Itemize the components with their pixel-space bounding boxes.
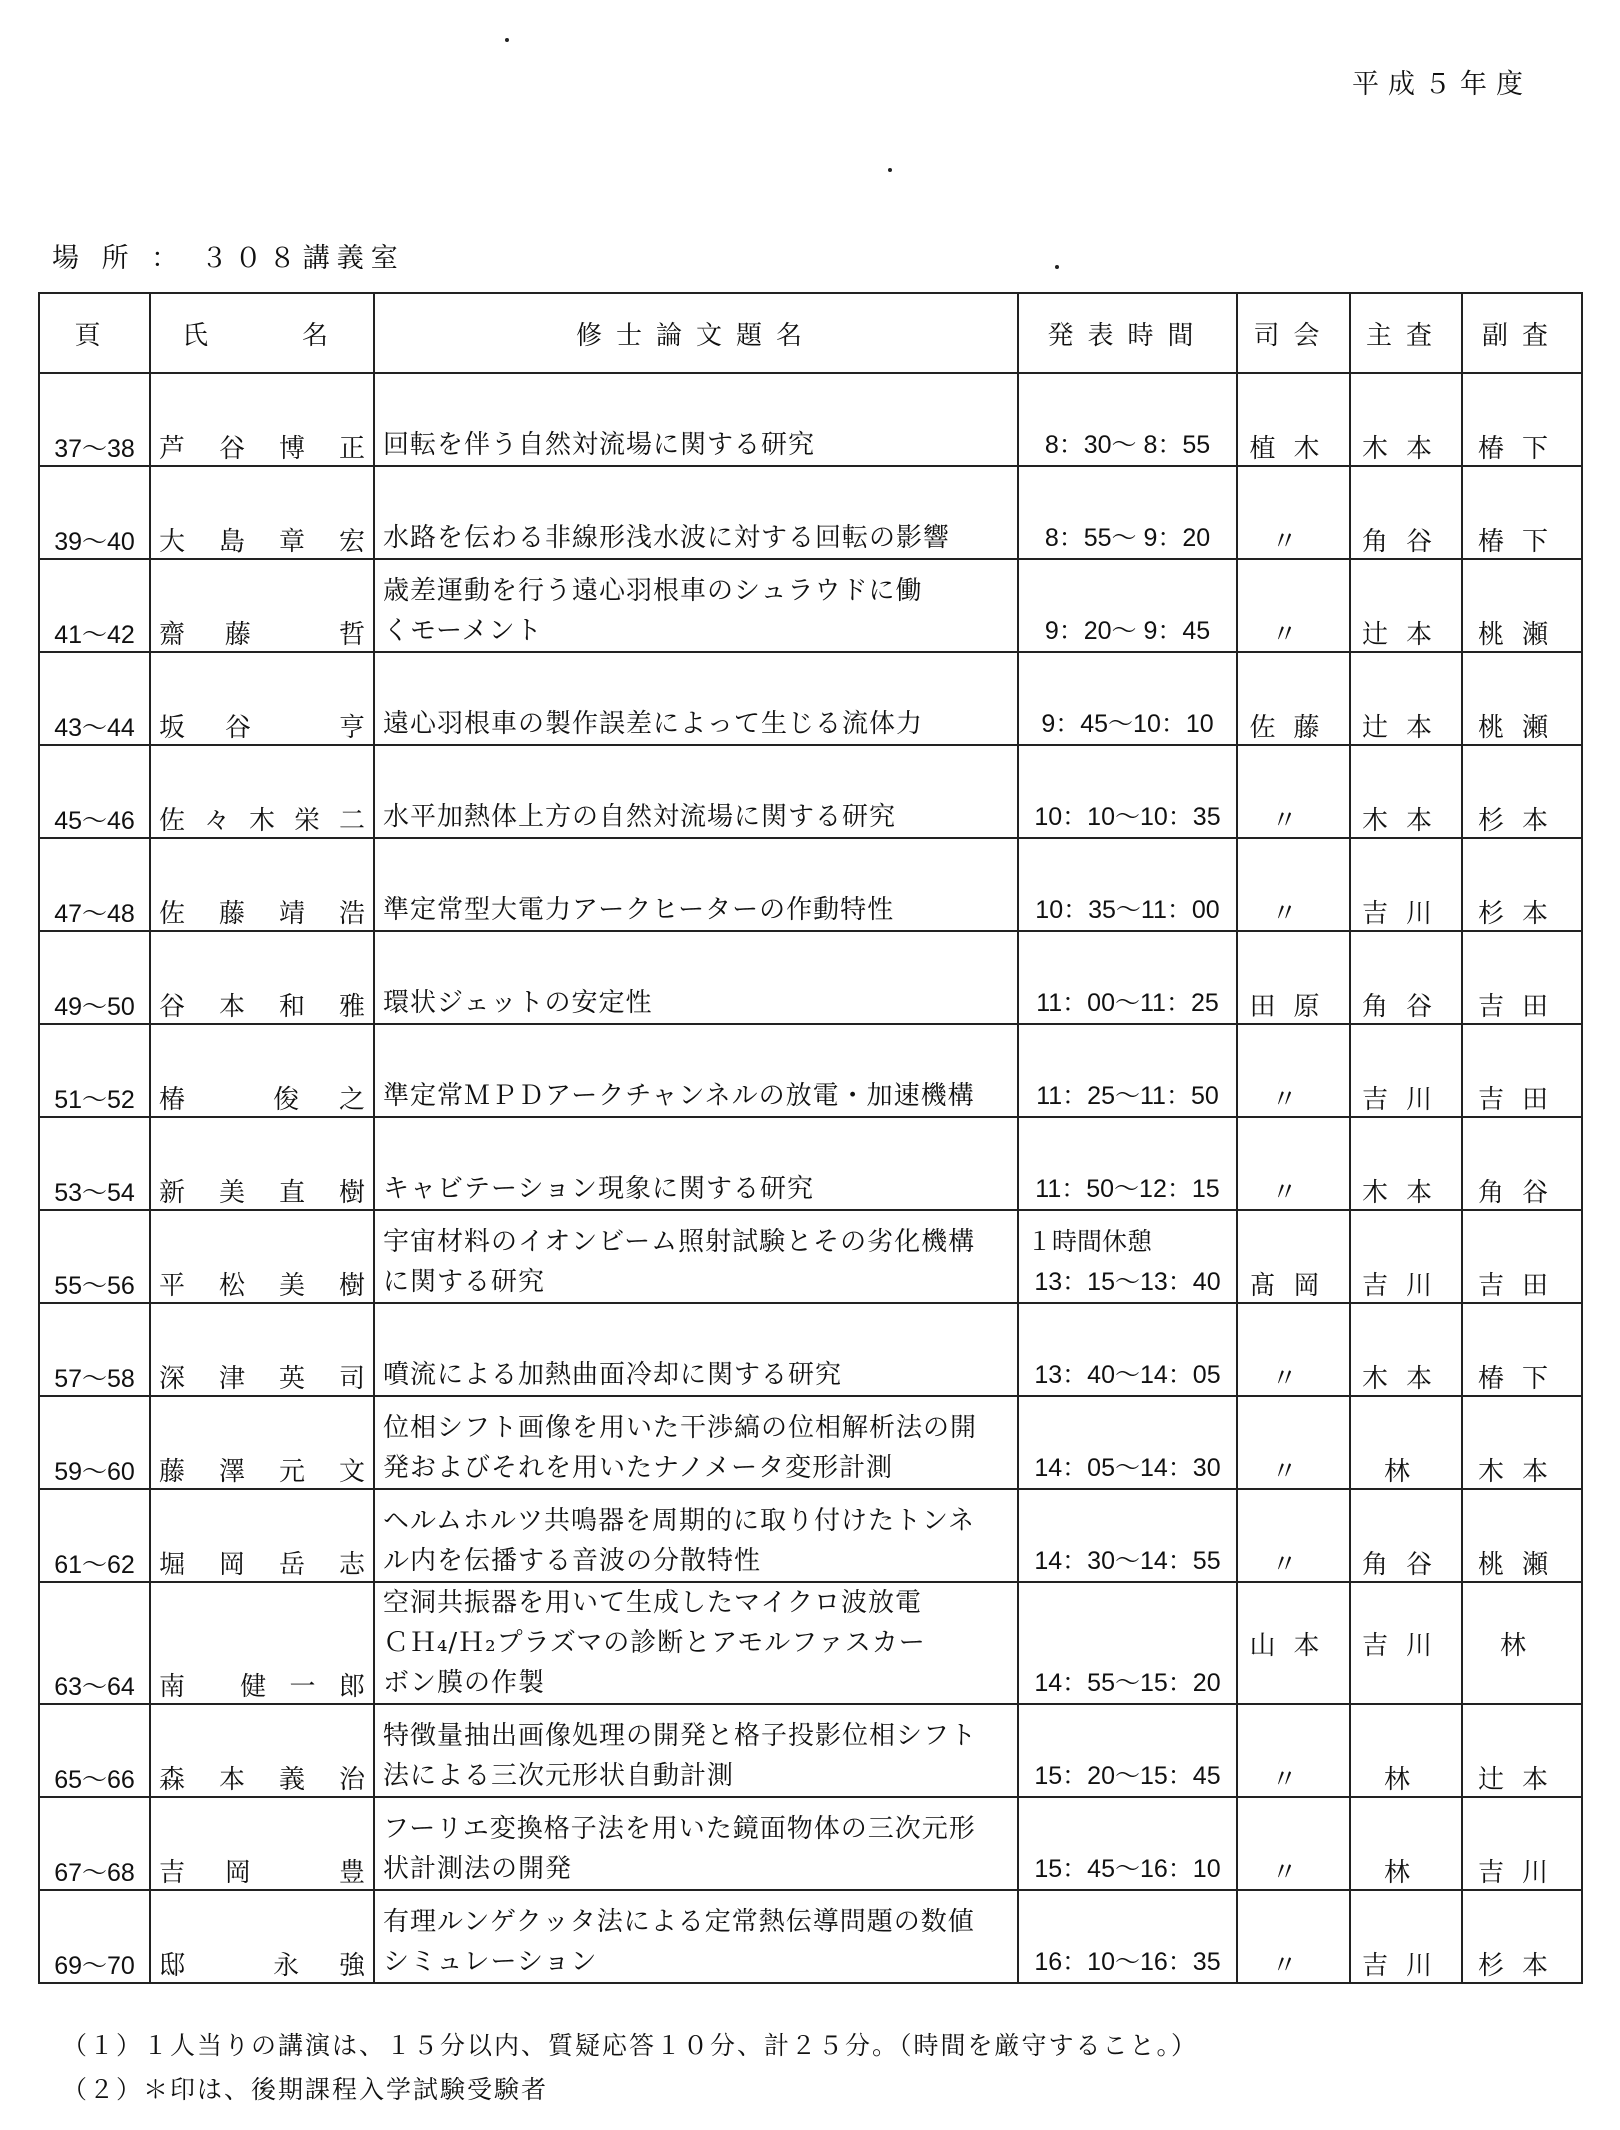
- footnote: （２）＊印は、後期課程入学試験受験者: [62, 2075, 549, 2104]
- col-header-time: 発表時間: [1018, 293, 1237, 373]
- chair-person: 佐藤: [1237, 652, 1350, 745]
- table-row: [39, 1489, 1582, 1582]
- page-range: 41〜42: [39, 559, 150, 652]
- chair-person: 〃: [1237, 466, 1350, 559]
- thesis-title: [374, 1704, 1018, 1797]
- chief-examiner: 辻本: [1350, 559, 1462, 652]
- presentation-time: 13：15〜13：40: [1034, 1268, 1221, 1296]
- footnote: （１）１人当りの講演は、１５分以内、質疑応答１０分、計２５分。（時間を厳守すること。）: [62, 2031, 1199, 2060]
- thesis-title: [374, 1582, 1018, 1704]
- col-header-page: 頁: [39, 293, 150, 373]
- chair-person: 〃: [1237, 1396, 1350, 1489]
- chair-person: 〃: [1237, 1489, 1350, 1582]
- student-name: 椿 俊 之: [159, 1085, 365, 1115]
- student-name: 谷 本 和 雅: [159, 992, 365, 1022]
- table-row: [39, 373, 1582, 466]
- page-range: 53〜54: [39, 1117, 150, 1210]
- thesis-title-line: 発およびそれを用いたナノメータ変形計測: [383, 1453, 894, 1483]
- thesis-title-line: 特徴量抽出画像処理の開発と格子投影位相シフト: [383, 1721, 978, 1751]
- thesis-title: [374, 1024, 1018, 1117]
- chair-person: 〃: [1237, 1797, 1350, 1890]
- chair-person: 植木: [1237, 373, 1350, 466]
- presentation-time-cell: [1018, 373, 1237, 466]
- student-name: 邸 永 強: [159, 1951, 365, 1981]
- student-name-cell: [150, 1303, 374, 1396]
- chief-examiner: 吉川: [1350, 1024, 1462, 1117]
- page-range: 43〜44: [39, 652, 150, 745]
- page-range: 37〜38: [39, 373, 150, 466]
- chair-person: 〃: [1237, 1117, 1350, 1210]
- student-name: 芦 谷 博 正: [159, 434, 365, 464]
- presentation-time: 16：10〜16：35: [1034, 1948, 1221, 1976]
- sub-examiner: 吉田: [1462, 1024, 1582, 1117]
- break-note: １時間休憩: [1027, 1227, 1153, 1256]
- student-name-cell: [150, 1582, 374, 1704]
- sub-examiner: 桃瀬: [1462, 652, 1582, 745]
- sub-examiner: 吉川: [1462, 1797, 1582, 1890]
- table-row: [39, 1024, 1582, 1117]
- thesis-title-line: フーリエ変換格子法を用いた鏡面物体の三次元形: [383, 1814, 976, 1844]
- presentation-time: 11：00〜11：25: [1036, 989, 1219, 1017]
- thesis-title-line: ヘルムホルツ共鳴器を周期的に取り付けたトンネ: [383, 1506, 976, 1536]
- sub-examiner: 桃瀬: [1462, 559, 1582, 652]
- presentation-time: 8：30〜 8：55: [1044, 431, 1211, 459]
- student-name: 佐 々 木 栄 二: [159, 806, 365, 836]
- table-row: [39, 838, 1582, 931]
- thesis-title: [374, 466, 1018, 559]
- table-row: [39, 1582, 1582, 1704]
- sub-examiner: 杉本: [1462, 1890, 1582, 1983]
- thesis-title-line: ル内を伝播する音波の分散特性: [383, 1546, 762, 1576]
- student-name: 齋 藤 哲: [159, 620, 365, 650]
- chief-examiner: 木本: [1350, 1303, 1462, 1396]
- col-header-chair: 司会: [1237, 293, 1350, 373]
- chair-person: 山本: [1237, 1582, 1350, 1704]
- thesis-title: [374, 1303, 1018, 1396]
- thesis-title-line: 空洞共振器を用いて生成したマイクロ波放電: [383, 1588, 922, 1618]
- fiscal-year-label: 平成５年度: [1352, 69, 1532, 100]
- presentation-time: 15：20〜15：45: [1034, 1762, 1221, 1790]
- presentation-time: 14：05〜14：30: [1034, 1454, 1221, 1482]
- student-name: 坂 谷 亨: [159, 713, 365, 743]
- chief-examiner: 吉川: [1350, 1210, 1462, 1303]
- thesis-title: [374, 1210, 1018, 1303]
- table-row: [39, 1303, 1582, 1396]
- thesis-title-line: 噴流による加熱曲面冷却に関する研究: [383, 1360, 843, 1390]
- page-range: 67〜68: [39, 1797, 150, 1890]
- thesis-title-line: 環状ジェットの安定性: [383, 988, 653, 1018]
- table-row: [39, 1117, 1582, 1210]
- col-header-chief-examiner: 主査: [1350, 293, 1462, 373]
- thesis-title-line: 水路を伝わる非線形浅水波に対する回転の影響: [383, 523, 951, 553]
- presentation-time-cell: [1018, 1582, 1237, 1704]
- student-name-cell: [150, 838, 374, 931]
- table-row: [39, 931, 1582, 1024]
- student-name-cell: [150, 1024, 374, 1117]
- page-range: 57〜58: [39, 1303, 150, 1396]
- presentation-time: 8：55〜 9：20: [1044, 524, 1211, 552]
- thesis-title-line: 回転を伴う自然対流場に関する研究: [383, 430, 816, 460]
- thesis-title: [374, 838, 1018, 931]
- page-range: 69〜70: [39, 1890, 150, 1983]
- thesis-title-line: 宇宙材料のイオンビーム照射試験とその劣化機構: [383, 1227, 976, 1257]
- chief-examiner: 木本: [1350, 745, 1462, 838]
- presentation-time: 13：40〜14：05: [1034, 1361, 1221, 1389]
- student-name: 新 美 直 樹: [159, 1178, 365, 1208]
- thesis-title: [374, 1489, 1018, 1582]
- table-row: [39, 652, 1582, 745]
- page-range: 45〜46: [39, 745, 150, 838]
- presentation-time: 10：35〜11：00: [1035, 896, 1220, 924]
- student-name: 平 松 美 樹: [159, 1271, 365, 1301]
- chief-examiner: 木本: [1350, 1117, 1462, 1210]
- thesis-title-line: 水平加熱体上方の自然対流場に関する研究: [383, 802, 897, 832]
- presentation-time: 11：50〜12：15: [1035, 1175, 1220, 1203]
- presentation-time: 9：20〜 9：45: [1044, 617, 1211, 645]
- chair-person: 〃: [1237, 1303, 1350, 1396]
- presentation-time-cell: [1018, 1303, 1237, 1396]
- chair-person: 〃: [1237, 1024, 1350, 1117]
- presentation-time: 10：10〜10：35: [1034, 803, 1221, 831]
- page-range: 61〜62: [39, 1489, 150, 1582]
- sub-examiner: 辻本: [1462, 1704, 1582, 1797]
- thesis-title-line: 状計測法の開発: [383, 1854, 573, 1884]
- sub-examiner: 杉本: [1462, 838, 1582, 931]
- page-range: 55〜56: [39, 1210, 150, 1303]
- thesis-title: [374, 931, 1018, 1024]
- thesis-title-line: 位相シフト画像を用いた干渉縞の位相解析法の開: [383, 1413, 978, 1443]
- table-header-row: [39, 293, 1582, 373]
- student-name-cell: [150, 373, 374, 466]
- scan-speck: [1055, 265, 1059, 269]
- table-row: [39, 466, 1582, 559]
- thesis-title-line: 歳差運動を行う遠心羽根車のシュラウドに働: [383, 576, 923, 606]
- chair-person: 田原: [1237, 931, 1350, 1024]
- chief-examiner: 角谷: [1350, 466, 1462, 559]
- thesis-title-line: に関する研究: [383, 1267, 546, 1297]
- sub-examiner: 吉田: [1462, 1210, 1582, 1303]
- presentation-time-cell: [1018, 1489, 1237, 1582]
- sub-examiner: 椿下: [1462, 373, 1582, 466]
- chair-person: 髙岡: [1237, 1210, 1350, 1303]
- chief-examiner: 吉川: [1350, 1890, 1462, 1983]
- thesis-title: [374, 652, 1018, 745]
- student-name-cell: [150, 1489, 374, 1582]
- table-row: [39, 1890, 1582, 1983]
- student-name-cell: [150, 1704, 374, 1797]
- thesis-title: [374, 559, 1018, 652]
- thesis-title-line: シミュレーション: [383, 1947, 598, 1977]
- thesis-title: [374, 1797, 1018, 1890]
- sub-examiner: 林: [1462, 1582, 1582, 1704]
- student-name-cell: [150, 931, 374, 1024]
- student-name: 吉 岡 豊: [159, 1858, 365, 1888]
- thesis-title-line: ＣＨ₄/Ｈ₂プラズマの診断とアモルファスカー: [383, 1628, 926, 1658]
- presentation-time: 14：55〜15：20: [1034, 1669, 1221, 1697]
- thesis-title-line: 法による三次元形状自動計測: [383, 1761, 735, 1791]
- page-range: 51〜52: [39, 1024, 150, 1117]
- sub-examiner: 杉本: [1462, 745, 1582, 838]
- page-range: 59〜60: [39, 1396, 150, 1489]
- sub-examiner: 桃瀬: [1462, 1489, 1582, 1582]
- page-range: 63〜64: [39, 1582, 150, 1704]
- student-name: 藤 澤 元 文: [159, 1457, 365, 1487]
- chief-examiner: 角谷: [1350, 931, 1462, 1024]
- thesis-title-line: キャビテーション現象に関する研究: [383, 1174, 814, 1204]
- student-name: 森 本 義 治: [159, 1765, 365, 1795]
- col-header-sub-examiner: 副査: [1462, 293, 1582, 373]
- student-name-cell: [150, 1210, 374, 1303]
- thesis-title-line: 遠心羽根車の製作誤差によって生じる流体力: [383, 709, 924, 739]
- chair-person: 〃: [1237, 1704, 1350, 1797]
- student-name-cell: [150, 1890, 374, 1983]
- chair-person: 〃: [1237, 1890, 1350, 1983]
- chief-examiner: 林: [1350, 1396, 1462, 1489]
- presentation-time-cell: [1018, 559, 1237, 652]
- location-label: 場 所 ： ３０８講義室: [52, 243, 405, 274]
- student-name-cell: [150, 1396, 374, 1489]
- table-row: [39, 1797, 1582, 1890]
- thesis-title: [374, 745, 1018, 838]
- presentation-time-cell: [1018, 1117, 1237, 1210]
- presentation-time: 14：30〜14：55: [1034, 1547, 1221, 1575]
- table-row: [39, 1396, 1582, 1489]
- presentation-time-cell: [1018, 466, 1237, 559]
- chair-person: 〃: [1237, 559, 1350, 652]
- student-name: 佐 藤 靖 浩: [159, 899, 365, 929]
- sub-examiner: 角谷: [1462, 1117, 1582, 1210]
- student-name-cell: [150, 1117, 374, 1210]
- page-range: 65〜66: [39, 1704, 150, 1797]
- page-range: 47〜48: [39, 838, 150, 931]
- chief-examiner: 辻本: [1350, 652, 1462, 745]
- student-name: 深 津 英 司: [159, 1364, 365, 1394]
- chair-person: 〃: [1237, 838, 1350, 931]
- thesis-title-line: 有理ルンゲクッタ法による定常熱伝導問題の数値: [383, 1907, 975, 1937]
- student-name: 南 健 一 郎: [159, 1672, 365, 1702]
- scan-speck: [505, 38, 509, 42]
- table-row: [39, 745, 1582, 838]
- thesis-title-line: ボン膜の作製: [383, 1668, 546, 1698]
- chief-examiner: 角谷: [1350, 1489, 1462, 1582]
- presentation-time-cell: [1018, 1396, 1237, 1489]
- presentation-time-cell: [1018, 1024, 1237, 1117]
- page-range: 39〜40: [39, 466, 150, 559]
- presentation-time-cell: [1018, 1210, 1237, 1303]
- sub-examiner: 木本: [1462, 1396, 1582, 1489]
- student-name: 堀 岡 岳 志: [159, 1550, 365, 1580]
- chief-examiner: 吉川: [1350, 838, 1462, 931]
- thesis-title: [374, 1396, 1018, 1489]
- student-name-cell: [150, 466, 374, 559]
- chief-examiner: 林: [1350, 1704, 1462, 1797]
- presentation-time: 9：45〜10：10: [1041, 710, 1214, 738]
- presentation-time-cell: [1018, 652, 1237, 745]
- sub-examiner: 椿下: [1462, 1303, 1582, 1396]
- page-range: 49〜50: [39, 931, 150, 1024]
- col-header-name: 氏 名: [150, 293, 374, 373]
- presentation-time-cell: [1018, 931, 1237, 1024]
- col-header-thesis-title: 修士論文題名: [374, 293, 1018, 373]
- presentation-time-cell: [1018, 1797, 1237, 1890]
- thesis-title: [374, 1890, 1018, 1983]
- table-row: [39, 1704, 1582, 1797]
- thesis-title-line: くモーメント: [383, 616, 543, 646]
- table-row: [39, 559, 1582, 652]
- sub-examiner: 吉田: [1462, 931, 1582, 1024]
- chief-examiner: 林: [1350, 1797, 1462, 1890]
- student-name-cell: [150, 652, 374, 745]
- thesis-title-line: 準定常ＭＰＤアークチャンネルの放電・加速機構: [383, 1081, 975, 1111]
- presentation-time-cell: [1018, 1890, 1237, 1983]
- presentation-time-cell: [1018, 745, 1237, 838]
- student-name: 大 島 章 宏: [159, 527, 365, 557]
- student-name-cell: [150, 745, 374, 838]
- thesis-title: [374, 1117, 1018, 1210]
- chief-examiner: 吉川: [1350, 1582, 1462, 1704]
- schedule-table: [38, 292, 1583, 1984]
- student-name-cell: [150, 559, 374, 652]
- presentation-time-cell: [1018, 838, 1237, 931]
- presentation-time: 15：45〜16：10: [1034, 1855, 1221, 1883]
- footnotes: [62, 2024, 1198, 2112]
- student-name-cell: [150, 1797, 374, 1890]
- presentation-time-cell: [1018, 1704, 1237, 1797]
- table-row: [39, 1210, 1582, 1303]
- thesis-title-line: 準定常型大電力アークヒーターの作動特性: [383, 895, 895, 925]
- thesis-title: [374, 373, 1018, 466]
- presentation-time: 11：25〜11：50: [1036, 1082, 1219, 1110]
- sub-examiner: 椿下: [1462, 466, 1582, 559]
- chief-examiner: 木本: [1350, 373, 1462, 466]
- chair-person: 〃: [1237, 745, 1350, 838]
- scan-speck: [888, 168, 892, 172]
